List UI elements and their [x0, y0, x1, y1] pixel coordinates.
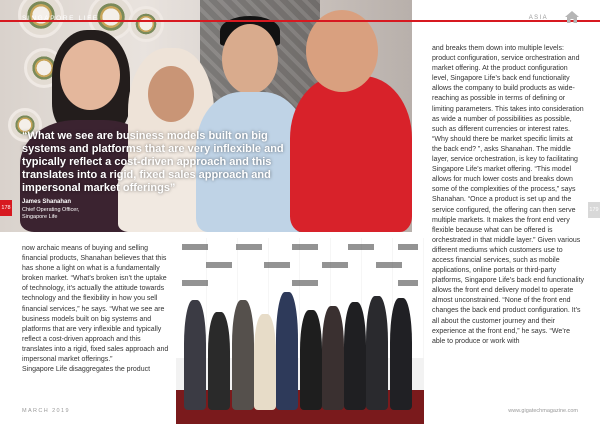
- sponsor-logo: [236, 244, 262, 250]
- sponsor-logo: [322, 262, 348, 268]
- sponsor-logo: [292, 244, 318, 250]
- body-text-left-column: now archaic means of buying and selling financial products, Shanahan believes that this has shone a light on what is a fundamentally broken market. “What’s broken isn’t the uptake of technology, it’s actually the attitude towards technology and the flexibility in how you sell financial services,” he says. “What we see are business models built on big systems and platforms that are very inflexible and typically reflect a cost-driven approach and this translates into a rigid, fixed sales approach and impersonal market offerings.” Singapore Life disaggregates the product: [22, 245, 169, 374]
- sponsor-logo: [398, 244, 418, 250]
- event-photo: [176, 238, 424, 424]
- sponsor-logo: [348, 244, 374, 250]
- issue-date: MARCH 2019: [22, 408, 70, 414]
- body-text-right-column: and breaks them down into multiple levels: product configuration, service orchestration and market offering. At the product configuration level, Singapore Life’s back end functionality allows the company to build products as wide-reaching as possible in terms of defining or limiting parameters. This takes into consideration as wide a number of possibilities as possible, such as different currencies or interest rates. “Why should there be market specific limits at the back end? ”, asks Shanahan. The middle layer, service orchestration, is key to facilitating Singapore Life’s market offering. “This model allows for much lower costs and breaks down some of the complexities of the process,” says Shanahan. “Once a product is set up and the service configured, the offering can then serve multiple markets. It makes the front end very flexible because what can be offered is orchestrated in that middle layer.” Given various different mediums which customers use to access financial services, such as mobile applications, online portals or third-party platforms, Singapore Life’s back end functionality allows the front end delivery model to operate almost unconstrained. “None of the front end changes the back end product configuration. It’s all about the customer journey and their experience at the front end,” he says. “We’re able to produce or work with: [432, 45, 585, 345]
- guest-figure: [232, 300, 254, 410]
- guest-figure: [366, 296, 388, 410]
- person-body: [290, 76, 412, 232]
- decorative-plate: [128, 6, 164, 42]
- home-icon[interactable]: [564, 10, 580, 24]
- guest-figure: [322, 306, 344, 410]
- team-photo: [0, 0, 412, 232]
- sponsor-logo: [206, 262, 232, 268]
- quote-author-role: Chief Operating Officer, Singapore Life: [22, 207, 80, 220]
- sponsor-logo: [182, 280, 208, 286]
- sponsor-logo: [182, 244, 208, 250]
- sponsor-logo: [264, 262, 290, 268]
- page-number-right: 179: [588, 202, 600, 218]
- person-face: [306, 10, 378, 92]
- guest-figure: [208, 312, 230, 410]
- sponsor-logo: [398, 280, 418, 286]
- website-url[interactable]: www.gigatechmagazine.com: [508, 408, 578, 414]
- guest-figure: [254, 314, 276, 410]
- brand-label: SINGAPORE LIFE: [22, 15, 99, 22]
- sponsor-logo: [292, 280, 318, 286]
- guest-figure: [390, 298, 412, 410]
- quote-author-name: James Shanahan: [22, 199, 72, 205]
- person-face: [60, 40, 120, 110]
- person-face: [148, 66, 194, 122]
- guest-figure: [276, 292, 298, 410]
- section-label: ASIA: [528, 15, 548, 21]
- guest-figure: [184, 300, 206, 410]
- sponsor-logo: [376, 262, 402, 268]
- guest-figure: [300, 310, 322, 410]
- guest-figure: [344, 302, 366, 410]
- page-number-left: 178: [0, 200, 12, 216]
- pull-quote: “What we see are business models built on big systems and platforms that are very inflexible and typically reflect a cost-driven approach and this translates into a rigid, fixed sales approach and impersonal market offerings”: [22, 130, 284, 194]
- person-face: [222, 24, 278, 94]
